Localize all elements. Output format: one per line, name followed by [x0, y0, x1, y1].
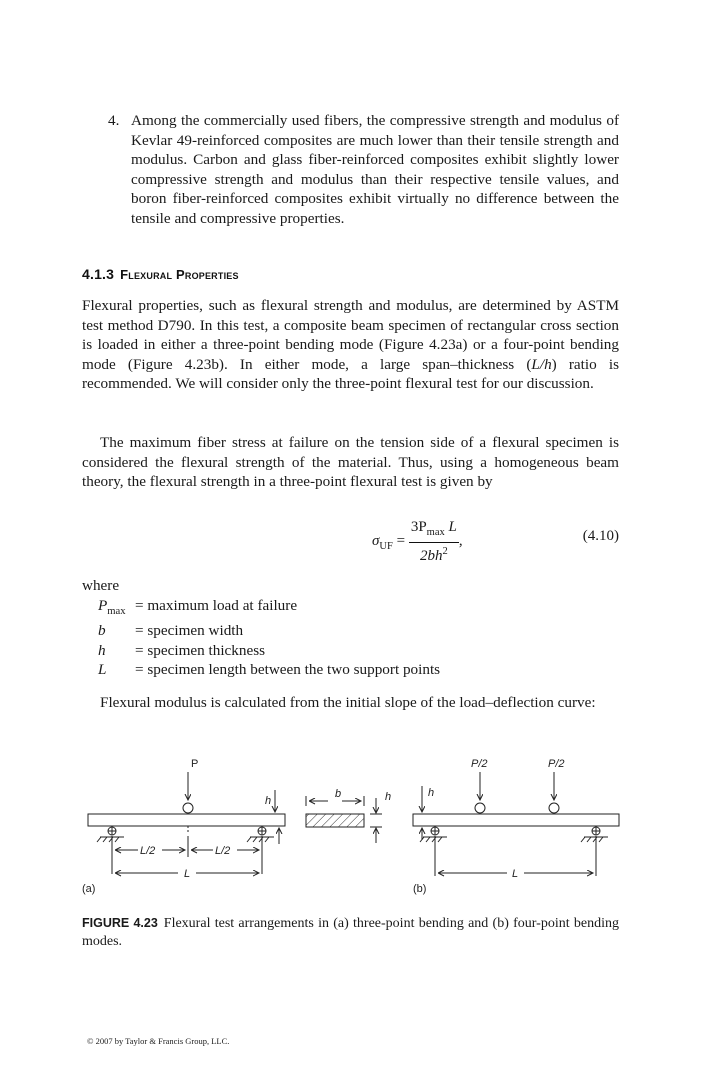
copyright-footer: © 2007 by Taylor & Francis Group, LLC. [87, 1036, 230, 1046]
figure-4-23 [82, 752, 622, 897]
list-number: 4. [108, 112, 120, 129]
equation-number: (4.10) [582, 528, 619, 544]
three-point-bending-diagram [82, 758, 285, 895]
section-number: 4.1.3 [82, 266, 115, 282]
figure-diagram [82, 752, 622, 897]
load-label-p2-right: P/2 [548, 758, 565, 770]
figure-caption [82, 914, 619, 951]
cross-section-diagram [306, 788, 391, 843]
beam-b [413, 814, 619, 826]
thickness-label-cross: h [385, 791, 392, 803]
figure-caption-label: FIGURE 4.23 [82, 916, 158, 930]
beam-a [88, 814, 285, 826]
equation-4-10 [82, 512, 619, 562]
figure-label-b: (b) [413, 883, 427, 895]
figure-label-a: (a) [82, 883, 96, 895]
definition-row: L = specimen length between the two support points [98, 661, 441, 679]
definition-row: h = specimen thickness [98, 641, 266, 659]
span-label-b: L [512, 868, 519, 880]
load-label-p: P [191, 758, 199, 770]
paragraph-flexural-modulus: Flexural modulus is calculated from the initial slope of the load–deflection curve: [100, 694, 596, 711]
thickness-label-b: h [428, 787, 435, 799]
thickness-label-a: h [265, 795, 272, 807]
half-span-label-2: L/2 [215, 845, 231, 857]
figure-caption-text: Flexural test arrangements in (a) three-point bending and (b) four-point bending modes. [82, 916, 619, 949]
paragraph-flexural-intro: Flexural properties, such as flexural strength and modulus, are determined by ASTM test method D790. In this test, a composite beam specimen of rectangular cross section is loaded in either a three-point bending mode (Figure 4.23a) or a four-point bending mode (Figure 4.23b). In either mode, a large span–thickness (L/h) ratio is recommended. We will consider only the three-point flexural test for our discussion. [82, 297, 619, 393]
symbol-definitions [98, 596, 440, 680]
section-heading [82, 266, 239, 282]
half-span-label-1: L/2 [140, 845, 156, 857]
section-title: Flexural Properties [120, 267, 239, 282]
where-label: where [82, 577, 120, 594]
four-point-bending-diagram [413, 758, 619, 895]
span-label-a: L [184, 868, 191, 880]
list-text: Among the commercially used fibers, the compressive strength and modulus of Kevlar 49-reinforced composites are much lower than their tensile strength and modulus. Carbon and glass fiber-reinforced composites exhibit slightly lower compressive strength and modulus than their respective tensile values, and boron fiber-reinforced composites exhibit virtually no difference between the tensile and compressive properties. [131, 112, 619, 227]
width-label-b: b [335, 788, 342, 800]
equation-fraction: $\frac{3P_{max} L}{2bh^2}$ [410, 519, 457, 564]
equation-formula: $\sigma_{UF}$ = $\frac{3P_{max} L}{2bh^2}$ , [372, 519, 463, 564]
definition-row: $P_{max}$ = maximum load at failure [98, 597, 298, 618]
paragraph-flexural-strength: The maximum fiber stress at failure on the tension side of a flexural specimen is considered the flexural strength of the material. Thus, using a homogeneous beam theory, the flexural strength in a three-point flexural test is given by [82, 434, 619, 491]
ratio-symbol: L/h [531, 355, 552, 373]
definition-row: b = specimen width [98, 622, 244, 640]
load-label-p2-left: P/2 [471, 758, 488, 770]
